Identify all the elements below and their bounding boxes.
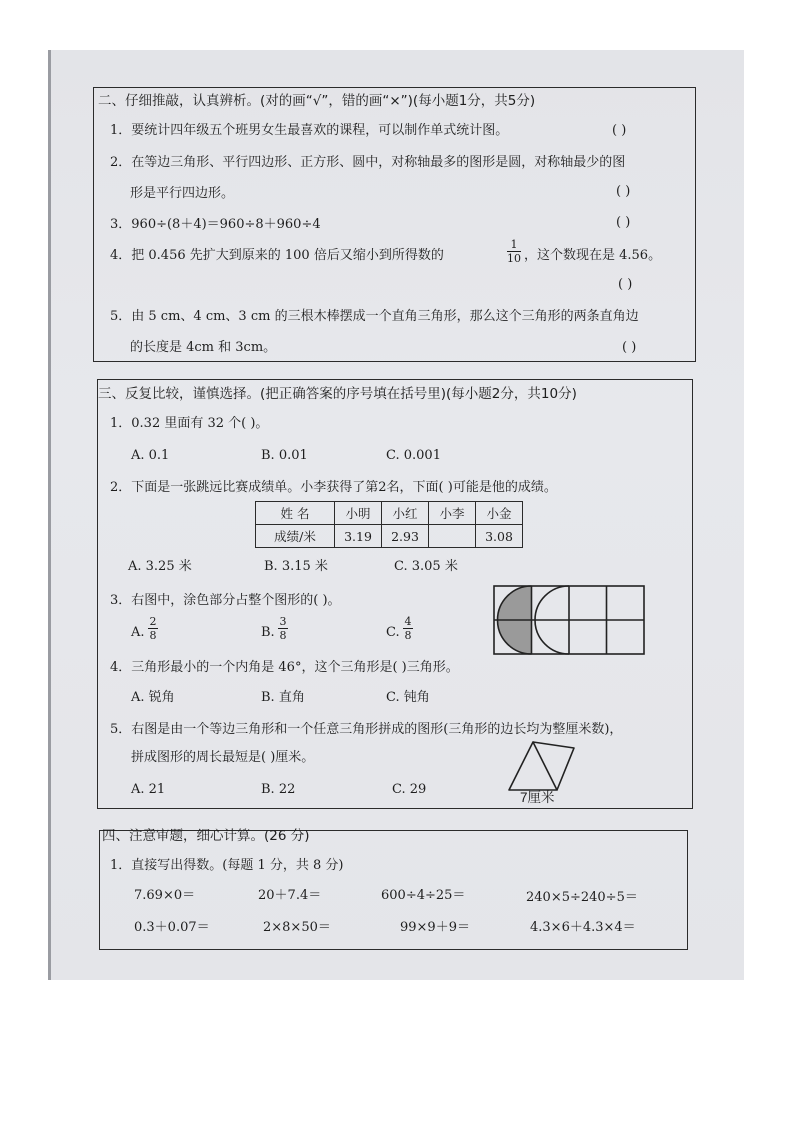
mc-q5-option-b[interactable]: B. 22 <box>261 782 296 797</box>
score-table <box>255 501 523 548</box>
figure-label: 7厘米 <box>520 790 555 805</box>
mc-question-1: 1．0.32 里面有 32 个( )。 <box>110 416 269 431</box>
table-cell: 3.08 <box>476 525 523 548</box>
answer-blank-5[interactable]: ( ) <box>622 340 637 355</box>
table-cell: 小李 <box>429 502 476 525</box>
mc-question-5-cont: 拼成图形的周长最短是( )厘米。 <box>131 750 315 765</box>
calc-item: 99×9＋9＝ <box>400 920 470 935</box>
mc-question-3: 3．右图中，涂色部分占整个图形的( )。 <box>110 593 341 608</box>
mc-q2-option-c[interactable]: C. 3.05 米 <box>394 559 458 574</box>
answer-blank-3[interactable]: ( ) <box>616 215 631 230</box>
mc-q3-option-c-fraction: 4 8 <box>404 615 412 642</box>
answer-blank-4[interactable]: ( ) <box>618 277 633 292</box>
question-5: 5．由 5 cm、4 cm、3 cm 的三根木棒摆成一个直角三角形，那么这个三角形的两条直角边 <box>110 309 639 324</box>
mc-q3-option-b-fraction: 3 8 <box>279 615 287 642</box>
mc-q3-option-a-letter[interactable]: A. <box>131 625 145 640</box>
calc-item: 0.3＋0.07＝ <box>134 920 210 935</box>
calc-item: 20＋7.4＝ <box>258 888 322 903</box>
question-5-cont: 的长度是 4cm 和 3cm。 <box>130 340 277 355</box>
table-cell: 成绩/米 <box>256 525 335 548</box>
table-cell: 小明 <box>335 502 382 525</box>
mc-q2-option-b[interactable]: B. 3.15 米 <box>264 559 328 574</box>
section-multiple-choice <box>97 379 693 809</box>
answer-blank-2[interactable]: ( ) <box>616 184 631 199</box>
mc-question-2: 2．下面是一张跳远比赛成绩单。小李获得了第2名，下面( )可能是他的成绩。 <box>110 480 557 495</box>
table-cell: 小红 <box>382 502 429 525</box>
table-row <box>256 502 523 525</box>
mc-question-5: 5．右图是由一个等边三角形和一个任意三角形拼成的图形(三角形的边长均为整厘米数)， <box>110 722 623 737</box>
section-heading: 三、反复比较，谨慎选择。(把正确答案的序号填在括号里)(每小题2分，共10分) <box>98 386 577 402</box>
mc-q1-option-c[interactable]: C. 0.001 <box>386 448 441 463</box>
mc-q4-option-b[interactable]: B. 直角 <box>261 690 305 705</box>
calc-item: 240×5÷240÷5＝ <box>526 890 638 905</box>
section-calculation <box>99 830 688 950</box>
question-4-cont: ，这个数现在是 4.56。 <box>524 248 662 263</box>
question-4: 4．把 0.456 先扩大到原来的 100 倍后又缩小到所得数的 <box>110 248 444 263</box>
answer-blank-1[interactable]: ( ) <box>612 123 627 138</box>
mc-q3-option-b-letter[interactable]: B. <box>261 625 275 640</box>
question-2-cont: 形是平行四边形。 <box>130 186 235 201</box>
mc-q5-option-a[interactable]: A. 21 <box>131 782 166 797</box>
table-cell: 小金 <box>476 502 523 525</box>
mc-q1-option-b[interactable]: B. 0.01 <box>261 448 308 463</box>
mc-q1-option-a[interactable]: A. 0.1 <box>131 448 170 463</box>
calc-question-1: 1．直接写出得数。(每题 1 分，共 8 分) <box>110 858 344 873</box>
question-2: 2．在等边三角形、平行四边形、正方形、圆中，对称轴最多的图形是圆，对称轴最少的图 <box>110 155 626 170</box>
exam-photo <box>48 50 744 980</box>
table-row <box>256 525 523 548</box>
mc-q3-option-a-fraction: 2 8 <box>149 615 157 642</box>
fraction-one-tenth: 1 10 <box>507 238 521 265</box>
mc-q4-option-a[interactable]: A. 锐角 <box>131 690 175 705</box>
table-cell <box>429 525 476 548</box>
triangle-figure <box>509 740 579 792</box>
shaded-grid-figure <box>494 586 644 654</box>
table-cell: 2.93 <box>382 525 429 548</box>
section-heading: 四、注意审题，细心计算。(26 分) <box>102 828 310 844</box>
mc-q5-option-c[interactable]: C. 29 <box>392 782 427 797</box>
calc-item: 2×8×50＝ <box>263 920 331 935</box>
mc-question-4: 4．三角形最小的一个内角是 46°，这个三角形是( )三角形。 <box>110 660 459 675</box>
mc-q2-option-a[interactable]: A. 3.25 米 <box>128 559 192 574</box>
section-true-false <box>93 87 696 362</box>
calc-item: 600÷4÷25＝ <box>381 888 466 903</box>
calc-item: 7.69×0＝ <box>134 888 196 903</box>
table-cell: 姓 名 <box>256 502 335 525</box>
mc-q3-option-c-letter[interactable]: C. <box>386 625 400 640</box>
question-1: 1．要统计四年级五个班男女生最喜欢的课程，可以制作单式统计图。 <box>110 123 509 138</box>
mc-q4-option-c[interactable]: C. 钝角 <box>386 690 430 705</box>
table-cell: 3.19 <box>335 525 382 548</box>
calc-item: 4.3×6＋4.3×4＝ <box>530 920 636 935</box>
question-3: 3．960÷(8＋4)＝960÷8＋960÷4 <box>110 217 321 232</box>
section-heading: 二、仔细推敲，认真辨析。(对的画“√”，错的画“×”)(每小题1分，共5分) <box>98 93 536 109</box>
